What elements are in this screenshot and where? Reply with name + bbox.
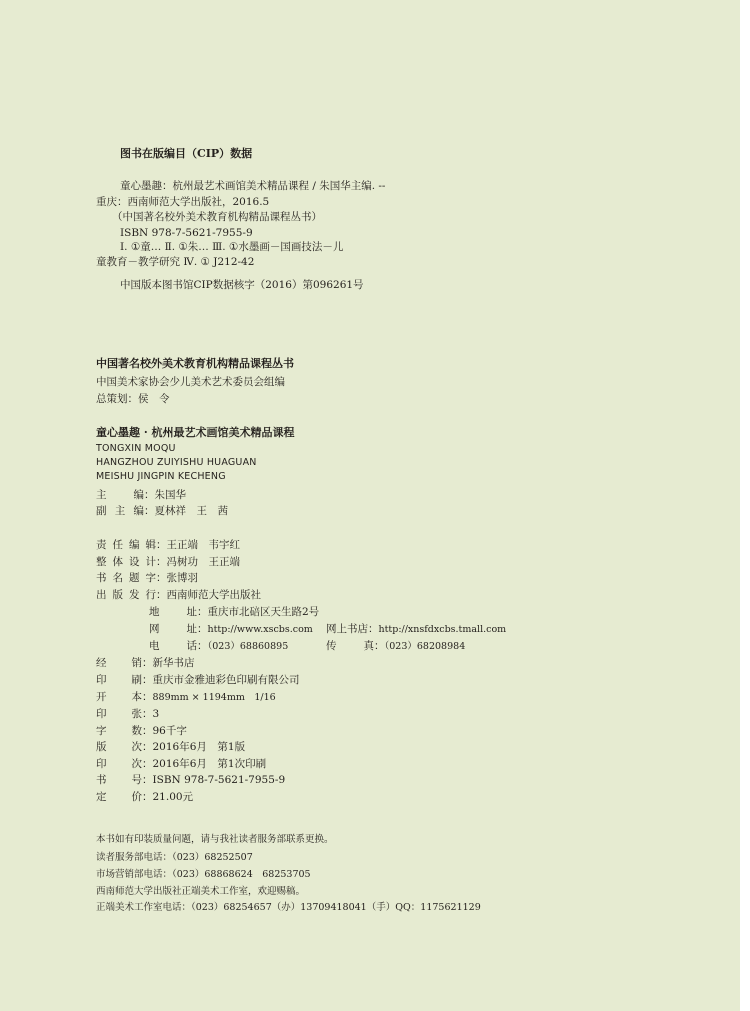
shop-label: 网上书店 xyxy=(326,623,368,635)
fax-label: 传真 xyxy=(326,640,374,652)
notice-line: 正端美术工作室电话：（023）68254657（办）13709418041（手）QQ：1175621129 xyxy=(96,902,481,913)
editor-label: 主编 xyxy=(96,489,144,501)
spec-label: 书号 xyxy=(96,774,142,786)
page-edge xyxy=(740,0,750,1011)
publisher-web: 网址：http://www.xscbs.com xyxy=(149,623,313,635)
notice-line: 市场营销部电话：（023）68868624 68253705 xyxy=(96,869,311,880)
publisher-fax: 传真：（023）68208984 xyxy=(326,640,466,652)
spec-row: 印刷：重庆市金雅迪彩色印刷有限公司 xyxy=(96,674,300,686)
fax-value: （023）68208984 xyxy=(384,641,466,652)
cip-line: 童教育－教学研究 Ⅳ. ① J212-42 xyxy=(96,256,255,268)
credit-value: 王正端 韦宇红 xyxy=(166,539,240,551)
spec-value: ISBN 978-7-5621-7955-9 xyxy=(152,774,286,786)
credit-label: 责任编辑 xyxy=(96,539,156,551)
spec-row: 经销：新华书店 xyxy=(96,657,195,669)
series-compiler: 中国美术家协会少儿美术艺术委员会组编 xyxy=(96,376,285,388)
editor-row: 副主编：夏林祥 王 茜 xyxy=(96,505,228,517)
spec-label: 版次 xyxy=(96,741,142,753)
spec-value: 889mm × 1194mm 1/16 xyxy=(152,692,276,703)
spec-value: 重庆市金雅迪彩色印刷有限公司 xyxy=(152,674,300,686)
phone-value: （023）68860895 xyxy=(207,641,289,652)
spec-label: 经销 xyxy=(96,657,142,669)
credit-label: 书名题字 xyxy=(96,572,156,584)
editor-value: 朱国华 xyxy=(154,489,186,501)
spec-value: 3 xyxy=(152,708,160,720)
phone-label: 电话 xyxy=(149,640,197,652)
credit-label: 出版发行 xyxy=(96,589,156,601)
editor-row: 主编：朱国华 xyxy=(96,489,186,501)
spec-row: 印次：2016年6月 第1次印刷 xyxy=(96,758,267,770)
spec-value: 2016年6月 第1版 xyxy=(152,741,246,753)
cip-line: 重庆：西南师范大学出版社，2016.5 xyxy=(96,196,270,208)
address-value: 重庆市北碚区天生路2号 xyxy=(207,606,320,618)
notice-line: 本书如有印装质量问题，请与我社读者服务部联系更换。 xyxy=(96,834,334,845)
credit-value: 张博羽 xyxy=(166,572,198,584)
publisher-phone: 电话：（023）68860895 xyxy=(149,640,289,652)
series-planner: 总策划：侯 令 xyxy=(96,393,170,405)
credit-row: 书名题字：张博羽 xyxy=(96,572,198,584)
cip-line: Ⅰ. ①童… Ⅱ. ①朱… Ⅲ. ①水墨画－国画技法－儿 xyxy=(120,241,344,253)
spec-row: 书号：ISBN 978-7-5621-7955-9 xyxy=(96,774,286,786)
spec-row: 版次：2016年6月 第1版 xyxy=(96,741,246,753)
planner-label: 总策划 xyxy=(96,393,128,405)
book-pinyin: MEISHU JINGPIN KECHENG xyxy=(96,471,226,482)
credit-value: 西南师范大学出版社 xyxy=(166,589,261,601)
spec-label: 印次 xyxy=(96,758,142,770)
notice-line: 西南师范大学出版社正端美术工作室，欢迎赐稿。 xyxy=(96,886,306,897)
planner-value: 侯 令 xyxy=(138,393,170,405)
credit-value: 冯树功 王正端 xyxy=(166,556,240,568)
spec-label: 印张 xyxy=(96,708,142,720)
spec-value: 96千字 xyxy=(152,725,187,737)
spec-value: 2016年6月 第1次印刷 xyxy=(152,758,267,770)
book-title: 童心墨趣 · 杭州最艺术画馆美术精品课程 xyxy=(96,426,295,439)
book-pinyin: HANGZHOU ZUIYISHU HUAGUAN xyxy=(96,457,257,468)
spec-row: 开本：889mm × 1194mm 1/16 xyxy=(96,691,276,703)
credit-row: 整体设计：冯树功 王正端 xyxy=(96,556,240,568)
spec-label: 字数 xyxy=(96,725,142,737)
shop-value: http://xnsfdxcbs.tmall.com xyxy=(378,624,507,635)
credit-label: 整体设计 xyxy=(96,556,156,568)
spec-row: 字数：96千字 xyxy=(96,725,187,737)
credit-row: 出版发行：西南师范大学出版社 xyxy=(96,589,261,601)
cip-number: 中国版本图书馆CIP数据核字（2016）第096261号 xyxy=(120,279,364,291)
spec-row: 印张：3 xyxy=(96,708,160,720)
notice-line: 读者服务部电话：（023）68252507 xyxy=(96,852,253,863)
series-title: 中国著名校外美术教育机构精品课程丛书 xyxy=(96,357,294,370)
web-value: http://www.xscbs.com xyxy=(207,624,313,635)
spec-label: 印刷 xyxy=(96,674,142,686)
spec-value: 21.00元 xyxy=(152,791,194,803)
credit-row: 责任编辑：王正端 韦宇红 xyxy=(96,539,240,551)
publisher-shop: 网上书店：http://xnsfdxcbs.tmall.com xyxy=(326,623,507,635)
cip-heading: 图书在版编目（CIP）数据 xyxy=(120,147,253,160)
web-label: 网址 xyxy=(149,623,197,635)
spec-row: 定价：21.00元 xyxy=(96,791,194,803)
editor-value: 夏林祥 王 茜 xyxy=(154,505,228,517)
publisher-address: 地址：重庆市北碚区天生路2号 xyxy=(149,606,320,618)
spec-label: 定价 xyxy=(96,791,142,803)
cip-line: ISBN 978-7-5621-7955-9 xyxy=(120,227,253,239)
book-pinyin: TONGXIN MOQU xyxy=(96,443,176,454)
cip-line: 童心墨趣：杭州最艺术画馆美术精品课程 / 朱国华主编. -- xyxy=(120,180,386,192)
editor-label: 副主编 xyxy=(96,505,144,517)
address-label: 地址 xyxy=(149,606,197,618)
spec-label: 开本 xyxy=(96,691,142,703)
spec-value: 新华书店 xyxy=(152,657,195,669)
cip-line: （中国著名校外美术教育机构精品课程丛书） xyxy=(112,211,322,223)
